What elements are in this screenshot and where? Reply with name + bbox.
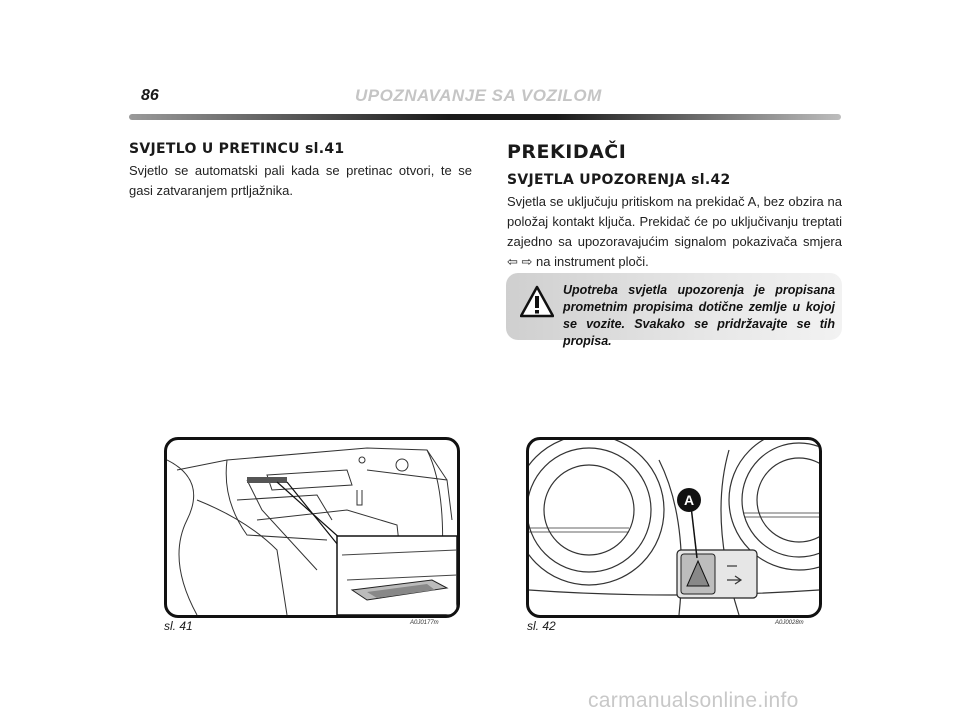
figure-41-caption: sl. 41 — [164, 619, 193, 633]
warning-triangle-icon — [520, 285, 554, 319]
header-rule — [129, 114, 841, 120]
watermark: carmanualsonline.info — [588, 689, 799, 712]
chapter-title: UPOZNAVANJE SA VOZILOM — [355, 86, 602, 105]
section-title-switches: PREKIDAČI — [507, 141, 627, 163]
callout-a-label: A — [683, 492, 695, 508]
hazard-lights-text: Svjetla se uključuju pritiskom na prekidač A, bez obzira na položaj kontakt ključa. Prekidač će po uključivanju treptati zajedno sa upozoravajućim signalom pokazivača smjera ⇦ ⇨ na instrument ploči. — [507, 194, 842, 269]
warning-box — [506, 273, 842, 348]
glovebox-light-text: Svjetlo se automatski pali kada se pretinac otvori, te se gasi zatvaranjem prtljažnika. — [129, 163, 472, 198]
figure-42-dashboard — [526, 437, 822, 618]
dashboard-illustration — [529, 440, 819, 615]
figure-41-code: A0J0177m — [410, 620, 439, 626]
glovebox-illustration — [167, 440, 457, 615]
figure-41-glovebox — [164, 437, 460, 618]
section-heading-glovebox-light: SVJETLO U PRETINCU sl.41 — [129, 141, 345, 157]
page-number: 86 — [141, 87, 159, 104]
section-heading-hazard-lights: SVJETLA UPOZORENJA sl.42 — [507, 172, 731, 188]
warning-text: Upotreba svjetla upozorenja je propisana prometnim propisima dotične zemlje u kojoj se vozite. Svakako se pridržavajte se tih propisa. — [563, 283, 835, 348]
figure-42-code: A0J0028m — [775, 620, 804, 626]
figure-42-caption: sl. 42 — [527, 619, 556, 633]
